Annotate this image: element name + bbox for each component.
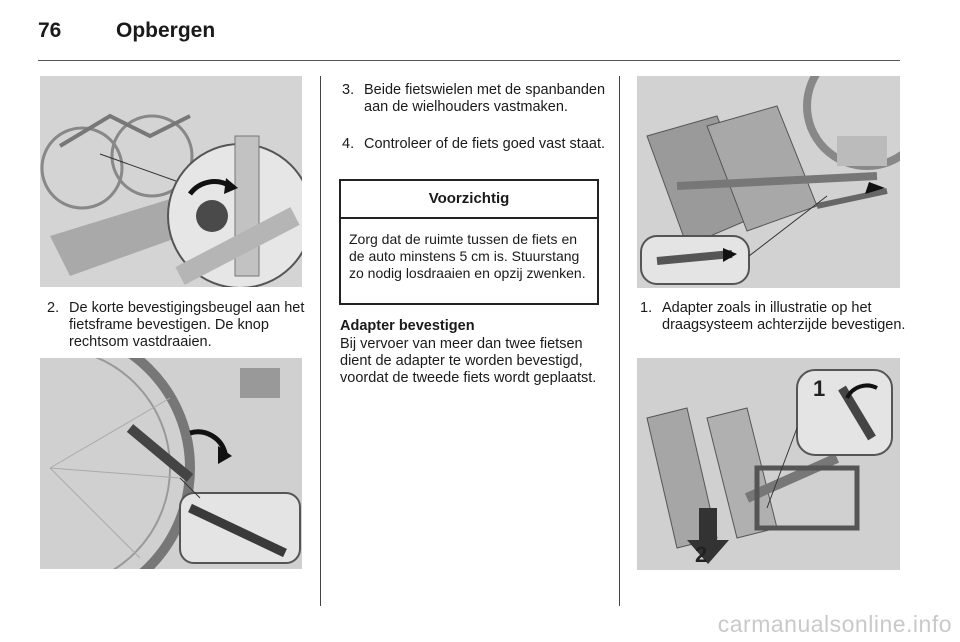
warning-text: Zorg dat de ruimte tussen de fiets en de auto minstens 5 cm is. Stuurstang zo nodig losdraaien en opzij zwenken.: [349, 231, 586, 281]
adapter-heading: Adapter bevestigen: [340, 318, 475, 334]
warning-box: [339, 179, 599, 305]
page-title: Opbergen: [116, 19, 216, 42]
footer-watermark-url: carmanualsonline.info: [717, 611, 952, 637]
step-2-number: 2.: [47, 300, 60, 316]
figure-adapter-mount: [637, 358, 900, 570]
step-2-text: De korte bevestigingsbeugel aan het fietsframe bevestigen. De knop rechtsom vastdraaien.: [69, 300, 305, 350]
step-1-text: Adapter zoals in illustratie op het draagsysteem achterzijde bevestigen.: [662, 300, 906, 333]
step-2: [47, 300, 324, 351]
step-3: [342, 82, 624, 116]
step-3-number: 3.: [342, 82, 355, 98]
figure-label-2: 2: [695, 542, 708, 567]
step-4: [342, 136, 624, 153]
step-3-text: Beide fietswielen met de spanbanden aan de wielhouders vastmaken.: [364, 82, 606, 115]
figure-adapter-slide: [637, 76, 900, 288]
warning-title: Voorzichtig: [341, 181, 597, 219]
page-number: 76: [38, 19, 62, 42]
adapter-text: Bij vervoer van meer dan twee fietsen dient de adapter te worden bevestigd, voordat de tweede fiets wordt geplaatst.: [340, 336, 597, 386]
step-4-number: 4.: [342, 136, 355, 152]
step-1-number: 1.: [640, 300, 653, 316]
figure-label-1: 1: [813, 376, 826, 401]
column-divider-right: [619, 76, 620, 606]
header-rule: [38, 60, 900, 61]
step-1: [640, 300, 924, 334]
figure-bike-bracket: [40, 76, 302, 287]
figure-wheel-strap: [40, 358, 302, 569]
step-4-text: Controleer of de fiets goed vast staat.: [364, 136, 605, 152]
